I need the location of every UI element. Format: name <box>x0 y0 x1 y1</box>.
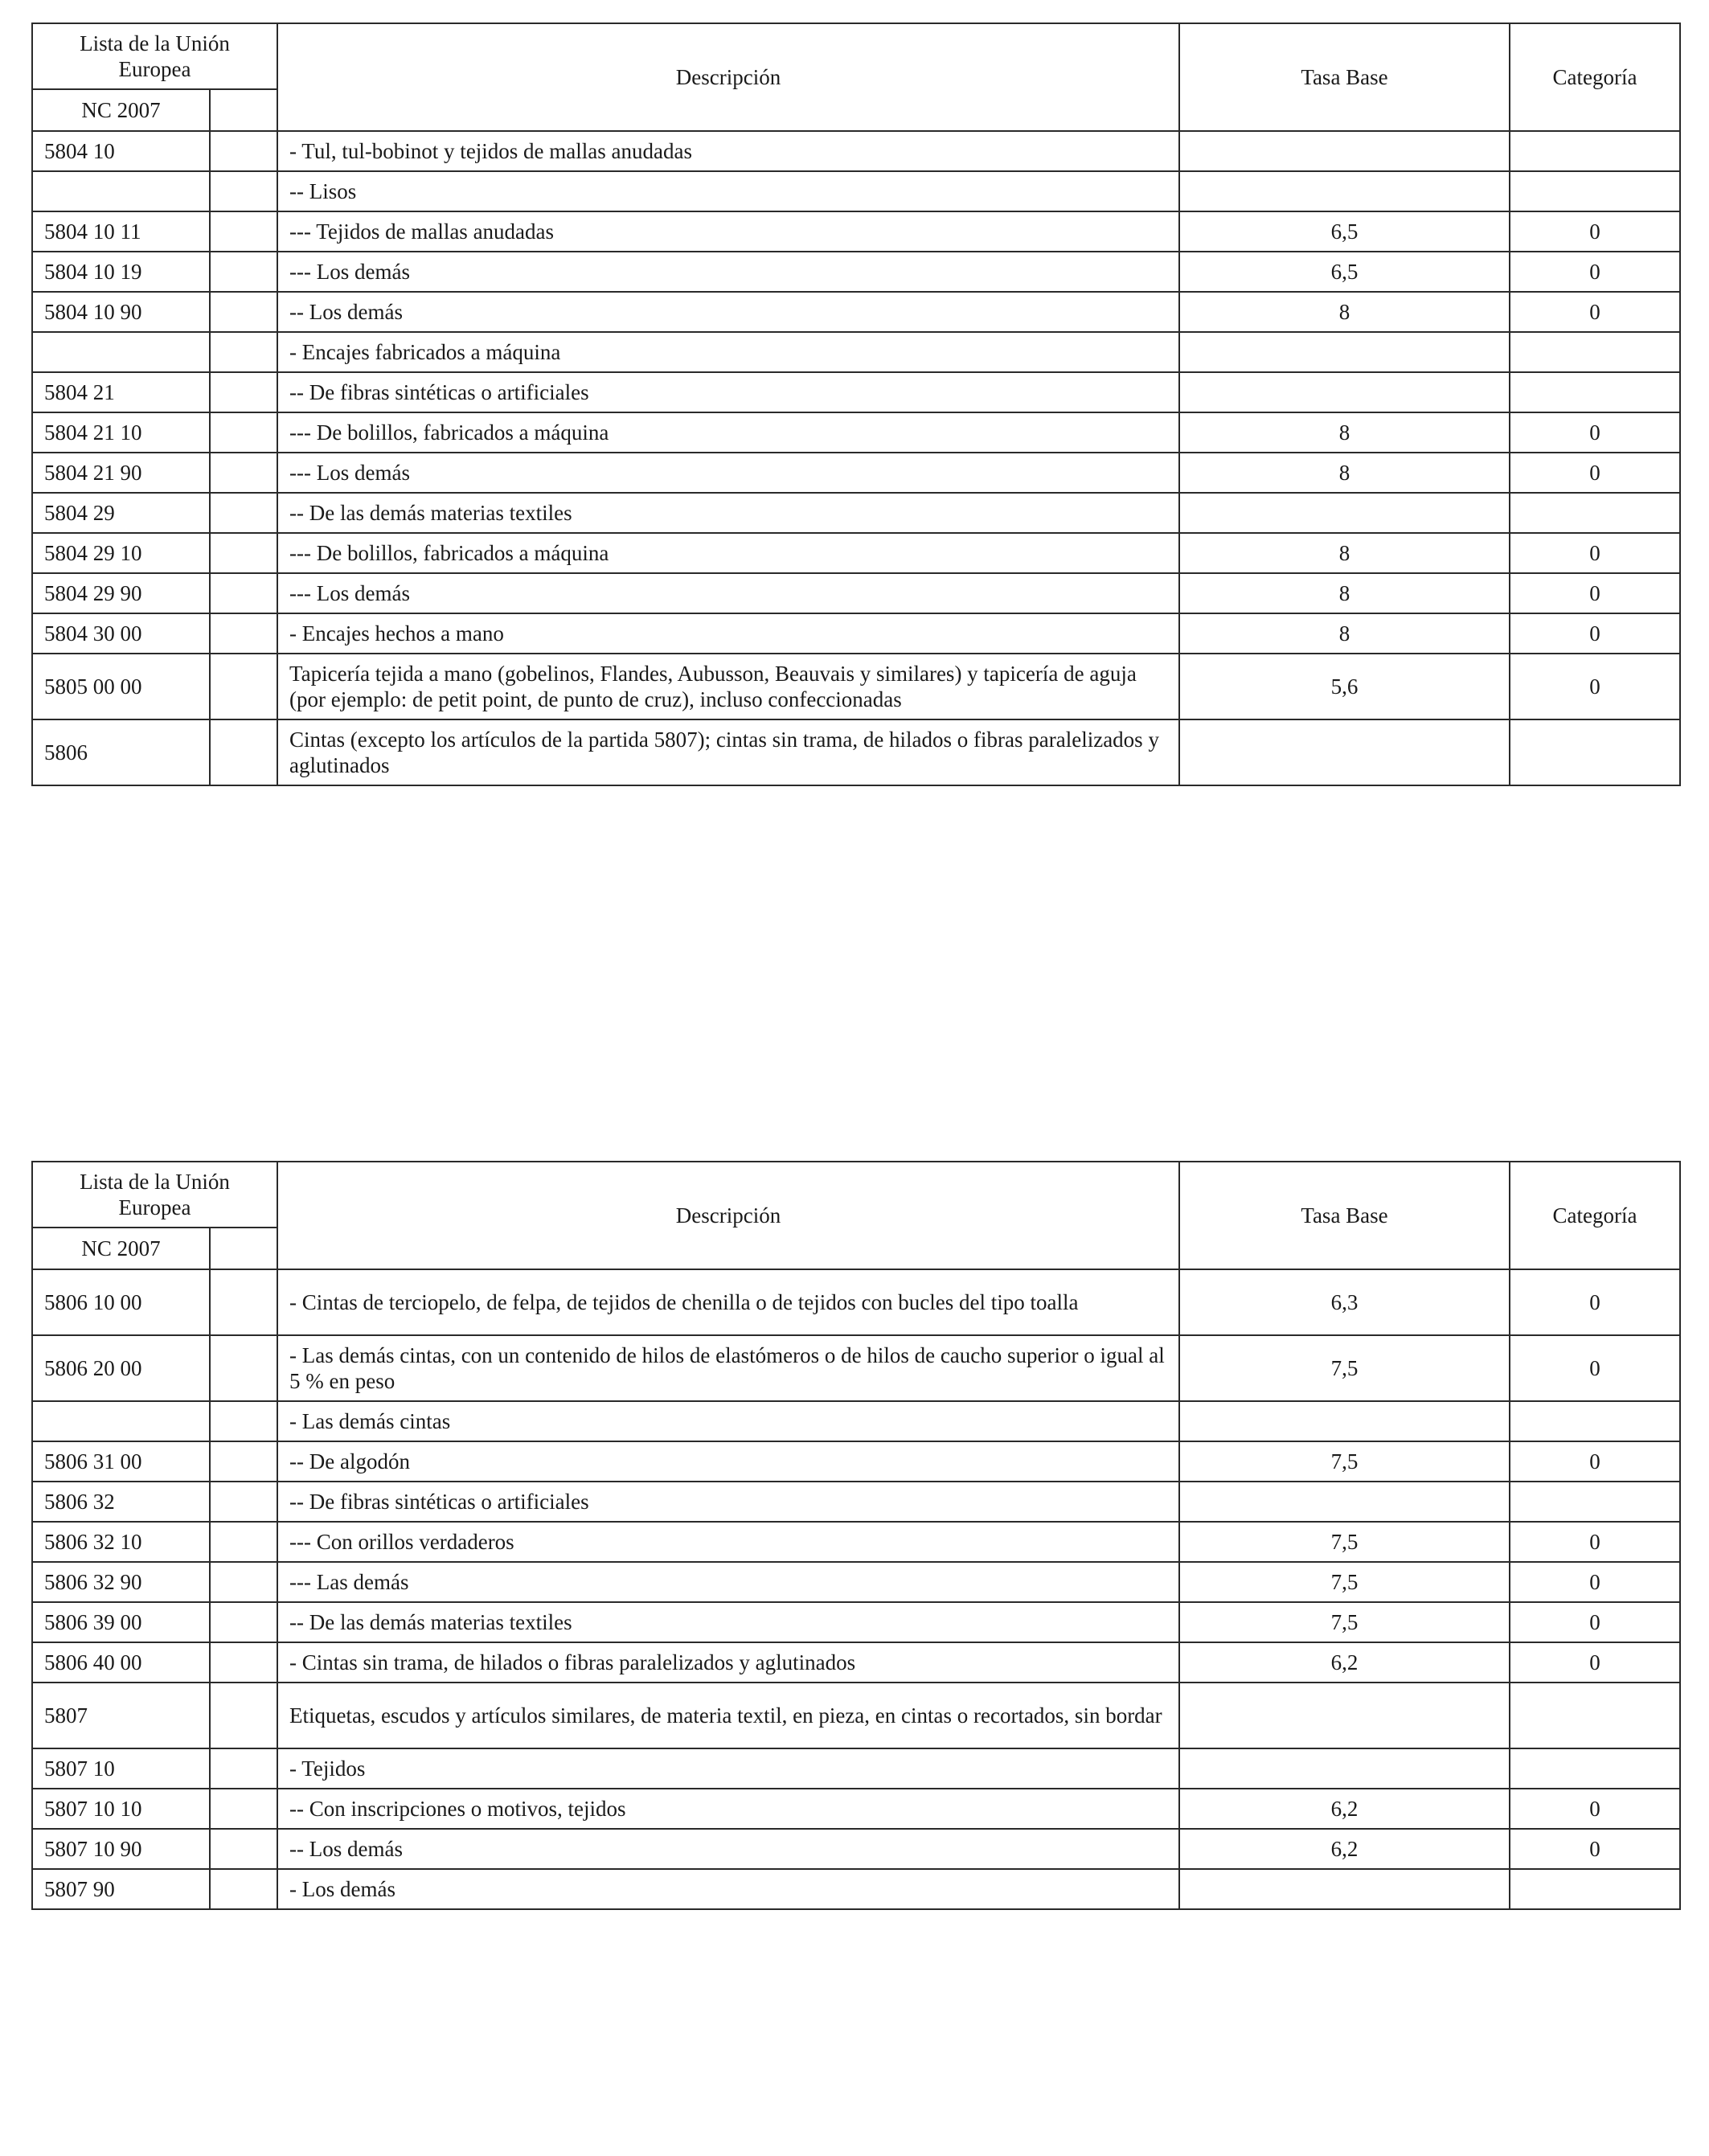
table-1-body <box>32 131 1680 785</box>
spacer-cell <box>210 1522 277 1562</box>
description-cell: - Tul, tul-bobinot y tejidos de mallas anudadas <box>277 131 1179 171</box>
description-cell: -- Con inscripciones o motivos, tejidos <box>277 1789 1179 1829</box>
spacer-cell <box>210 211 277 252</box>
nc-code-cell: 5806 32 <box>32 1482 210 1522</box>
description-cell: --- De bolillos, fabricados a máquina <box>277 533 1179 573</box>
header-categoria: Categoría <box>1510 1162 1680 1269</box>
description-cell: - Encajes fabricados a máquina <box>277 332 1179 372</box>
categoria-cell: 0 <box>1510 252 1680 292</box>
nc-code-cell: 5806 20 00 <box>32 1335 210 1401</box>
tasa-base-cell <box>1179 1748 1510 1789</box>
description-cell: -- De algodón <box>277 1441 1179 1482</box>
description-cell: --- Los demás <box>277 252 1179 292</box>
table-row <box>32 292 1680 332</box>
nc-code-cell: 5804 21 <box>32 372 210 412</box>
table-row <box>32 1748 1680 1789</box>
description-cell: -- Los demás <box>277 1829 1179 1869</box>
tasa-base-cell: 8 <box>1179 613 1510 654</box>
categoria-cell: 0 <box>1510 1335 1680 1401</box>
spacer-cell <box>210 1789 277 1829</box>
tasa-base-cell <box>1179 1869 1510 1909</box>
categoria-cell: 0 <box>1510 412 1680 453</box>
header-nc-2007: NC 2007 <box>32 1228 210 1269</box>
spacer-cell <box>210 1683 277 1748</box>
description-cell: - Cintas sin trama, de hilados o fibras paralelizados y aglutinados <box>277 1642 1179 1683</box>
nc-code-cell: 5804 29 <box>32 493 210 533</box>
tasa-base-cell: 7,5 <box>1179 1441 1510 1482</box>
table-row <box>32 1269 1680 1335</box>
categoria-cell: 0 <box>1510 211 1680 252</box>
table-row <box>32 719 1680 785</box>
table-row <box>32 493 1680 533</box>
nc-code-cell: 5804 10 19 <box>32 252 210 292</box>
tasa-base-cell: 6,2 <box>1179 1789 1510 1829</box>
categoria-cell <box>1510 1401 1680 1441</box>
header-categoria: Categoría <box>1510 23 1680 131</box>
nc-code-cell: 5805 00 00 <box>32 654 210 719</box>
nc-code-cell: 5804 30 00 <box>32 613 210 654</box>
tasa-base-cell: 6,2 <box>1179 1829 1510 1869</box>
tasa-base-cell: 6,2 <box>1179 1642 1510 1683</box>
categoria-cell: 0 <box>1510 1829 1680 1869</box>
header-description: Descripción <box>277 23 1179 131</box>
categoria-cell: 0 <box>1510 292 1680 332</box>
table-row <box>32 533 1680 573</box>
spacer-cell <box>210 1335 277 1401</box>
categoria-cell: 0 <box>1510 1441 1680 1482</box>
categoria-cell <box>1510 171 1680 211</box>
description-cell: Tapicería tejida a mano (gobelinos, Flandes, Aubusson, Beauvais y similares) y tapicería de aguja (por ejemplo: de petit point, de punto de cruz), incluso confeccionadas <box>277 654 1179 719</box>
spacer-cell <box>210 1401 277 1441</box>
header-tasa-base: Tasa Base <box>1179 1162 1510 1269</box>
table-row <box>32 211 1680 252</box>
table-row <box>32 1441 1680 1482</box>
spacer-cell <box>210 1269 277 1335</box>
spacer-cell <box>210 171 277 211</box>
description-cell: -- De fibras sintéticas o artificiales <box>277 372 1179 412</box>
table-row <box>32 1683 1680 1748</box>
nc-code-cell <box>32 1401 210 1441</box>
description-cell: -- De las demás materias textiles <box>277 1602 1179 1642</box>
nc-code-cell: 5806 <box>32 719 210 785</box>
description-cell: - Los demás <box>277 1869 1179 1909</box>
nc-code-cell: 5804 10 11 <box>32 211 210 252</box>
categoria-cell: 0 <box>1510 1789 1680 1829</box>
categoria-cell <box>1510 131 1680 171</box>
spacer-cell <box>210 1482 277 1522</box>
categoria-cell: 0 <box>1510 573 1680 613</box>
table-row <box>32 252 1680 292</box>
table-row <box>32 332 1680 372</box>
tasa-base-cell: 8 <box>1179 533 1510 573</box>
description-cell: --- Los demás <box>277 573 1179 613</box>
tasa-base-cell: 7,5 <box>1179 1335 1510 1401</box>
tasa-base-cell <box>1179 131 1510 171</box>
tariff-table-1 <box>31 23 1681 786</box>
description-cell: --- Con orillos verdaderos <box>277 1522 1179 1562</box>
nc-code-cell: 5807 10 10 <box>32 1789 210 1829</box>
table-row <box>32 573 1680 613</box>
spacer-cell <box>210 372 277 412</box>
spacer-cell <box>210 1562 277 1602</box>
nc-code-cell <box>32 332 210 372</box>
tasa-base-cell: 6,3 <box>1179 1269 1510 1335</box>
spacer-cell <box>210 613 277 654</box>
tasa-base-cell <box>1179 332 1510 372</box>
categoria-cell <box>1510 1748 1680 1789</box>
table-row <box>32 1401 1680 1441</box>
table-row <box>32 1869 1680 1909</box>
header-empty-cell <box>210 1228 277 1269</box>
tasa-base-cell <box>1179 372 1510 412</box>
tasa-base-cell: 5,6 <box>1179 654 1510 719</box>
spacer-cell <box>210 573 277 613</box>
categoria-cell: 0 <box>1510 613 1680 654</box>
nc-code-cell: 5804 29 90 <box>32 573 210 613</box>
description-cell: - Las demás cintas <box>277 1401 1179 1441</box>
table-row <box>32 1602 1680 1642</box>
description-cell: - Las demás cintas, con un contenido de hilos de elastómeros o de hilos de caucho superior o igual al 5 % en peso <box>277 1335 1179 1401</box>
tasa-base-cell: 7,5 <box>1179 1602 1510 1642</box>
categoria-cell: 0 <box>1510 1642 1680 1683</box>
spacer-cell <box>210 654 277 719</box>
spacer-cell <box>210 1441 277 1482</box>
description-cell: Cintas (excepto los artículos de la partida 5807); cintas sin trama, de hilados o fibras paralelizados y aglutinados <box>277 719 1179 785</box>
tasa-base-cell <box>1179 1401 1510 1441</box>
tasa-base-cell <box>1179 171 1510 211</box>
nc-code-cell: 5806 10 00 <box>32 1269 210 1335</box>
categoria-cell <box>1510 372 1680 412</box>
spacer-cell <box>210 1829 277 1869</box>
nc-code-cell: 5807 90 <box>32 1869 210 1909</box>
categoria-cell: 0 <box>1510 1562 1680 1602</box>
tasa-base-cell <box>1179 1683 1510 1748</box>
spacer-cell <box>210 252 277 292</box>
tasa-base-cell <box>1179 719 1510 785</box>
table-row <box>32 613 1680 654</box>
header-list-label: Lista de la Unión Europea <box>32 1162 277 1228</box>
description-cell: -- De las demás materias textiles <box>277 493 1179 533</box>
spacer-cell <box>210 131 277 171</box>
categoria-cell: 0 <box>1510 654 1680 719</box>
tasa-base-cell: 8 <box>1179 412 1510 453</box>
table-row <box>32 1522 1680 1562</box>
spacer-cell <box>210 332 277 372</box>
table-row <box>32 412 1680 453</box>
spacer-cell <box>210 1748 277 1789</box>
categoria-cell: 0 <box>1510 1269 1680 1335</box>
nc-code-cell: 5806 40 00 <box>32 1642 210 1683</box>
header-tasa-base: Tasa Base <box>1179 23 1510 131</box>
spacer-cell <box>210 493 277 533</box>
nc-code-cell: 5807 <box>32 1683 210 1748</box>
header-description: Descripción <box>277 1162 1179 1269</box>
description-cell: -- Los demás <box>277 292 1179 332</box>
categoria-cell <box>1510 332 1680 372</box>
nc-code-cell: 5806 32 10 <box>32 1522 210 1562</box>
tasa-base-cell <box>1179 493 1510 533</box>
description-cell: - Encajes hechos a mano <box>277 613 1179 654</box>
table-row <box>32 1789 1680 1829</box>
nc-code-cell: 5807 10 90 <box>32 1829 210 1869</box>
nc-code-cell <box>32 171 210 211</box>
description-cell: --- Los demás <box>277 453 1179 493</box>
tasa-base-cell: 8 <box>1179 453 1510 493</box>
spacer-cell <box>210 1869 277 1909</box>
categoria-cell <box>1510 1683 1680 1748</box>
tasa-base-cell: 7,5 <box>1179 1522 1510 1562</box>
nc-code-cell: 5804 10 90 <box>32 292 210 332</box>
spacer-cell <box>210 1642 277 1683</box>
table-row <box>32 654 1680 719</box>
header-list-label: Lista de la Unión Europea <box>32 23 277 89</box>
table-row <box>32 131 1680 171</box>
table-row <box>32 1562 1680 1602</box>
tasa-base-cell: 8 <box>1179 292 1510 332</box>
nc-code-cell: 5804 29 10 <box>32 533 210 573</box>
spacer-cell <box>210 1602 277 1642</box>
table-row <box>32 453 1680 493</box>
categoria-cell <box>1510 1869 1680 1909</box>
tasa-base-cell: 8 <box>1179 573 1510 613</box>
header-empty-cell <box>210 89 277 131</box>
spacer-cell <box>210 453 277 493</box>
description-cell: -- Lisos <box>277 171 1179 211</box>
tasa-base-cell: 6,5 <box>1179 211 1510 252</box>
nc-code-cell: 5804 21 90 <box>32 453 210 493</box>
description-cell: --- Tejidos de mallas anudadas <box>277 211 1179 252</box>
categoria-cell <box>1510 1482 1680 1522</box>
description-cell: - Cintas de terciopelo, de felpa, de tejidos de chenilla o de tejidos con bucles del tipo toalla <box>277 1269 1179 1335</box>
description-cell: --- De bolillos, fabricados a máquina <box>277 412 1179 453</box>
spacer-cell <box>210 292 277 332</box>
nc-code-cell: 5806 32 90 <box>32 1562 210 1602</box>
table-row <box>32 1335 1680 1401</box>
nc-code-cell: 5804 10 <box>32 131 210 171</box>
categoria-cell <box>1510 493 1680 533</box>
header-nc-2007: NC 2007 <box>32 89 210 131</box>
tasa-base-cell: 6,5 <box>1179 252 1510 292</box>
description-cell: Etiquetas, escudos y artículos similares, de materia textil, en pieza, en cintas o recortados, sin bordar <box>277 1683 1179 1748</box>
categoria-cell: 0 <box>1510 1602 1680 1642</box>
spacer-cell <box>210 412 277 453</box>
table-row <box>32 1642 1680 1683</box>
description-cell: - Tejidos <box>277 1748 1179 1789</box>
nc-code-cell: 5806 39 00 <box>32 1602 210 1642</box>
nc-code-cell: 5804 21 10 <box>32 412 210 453</box>
nc-code-cell: 5806 31 00 <box>32 1441 210 1482</box>
categoria-cell: 0 <box>1510 453 1680 493</box>
table-2-body <box>32 1269 1680 1909</box>
description-cell: --- Las demás <box>277 1562 1179 1602</box>
categoria-cell <box>1510 719 1680 785</box>
categoria-cell: 0 <box>1510 1522 1680 1562</box>
tasa-base-cell: 7,5 <box>1179 1562 1510 1602</box>
tariff-table-2 <box>31 1161 1681 1910</box>
table-row <box>32 372 1680 412</box>
tasa-base-cell <box>1179 1482 1510 1522</box>
spacer-cell <box>210 533 277 573</box>
table-row <box>32 171 1680 211</box>
description-cell: -- De fibras sintéticas o artificiales <box>277 1482 1179 1522</box>
table-row <box>32 1482 1680 1522</box>
spacer-cell <box>210 719 277 785</box>
categoria-cell: 0 <box>1510 533 1680 573</box>
nc-code-cell: 5807 10 <box>32 1748 210 1789</box>
table-row <box>32 1829 1680 1869</box>
